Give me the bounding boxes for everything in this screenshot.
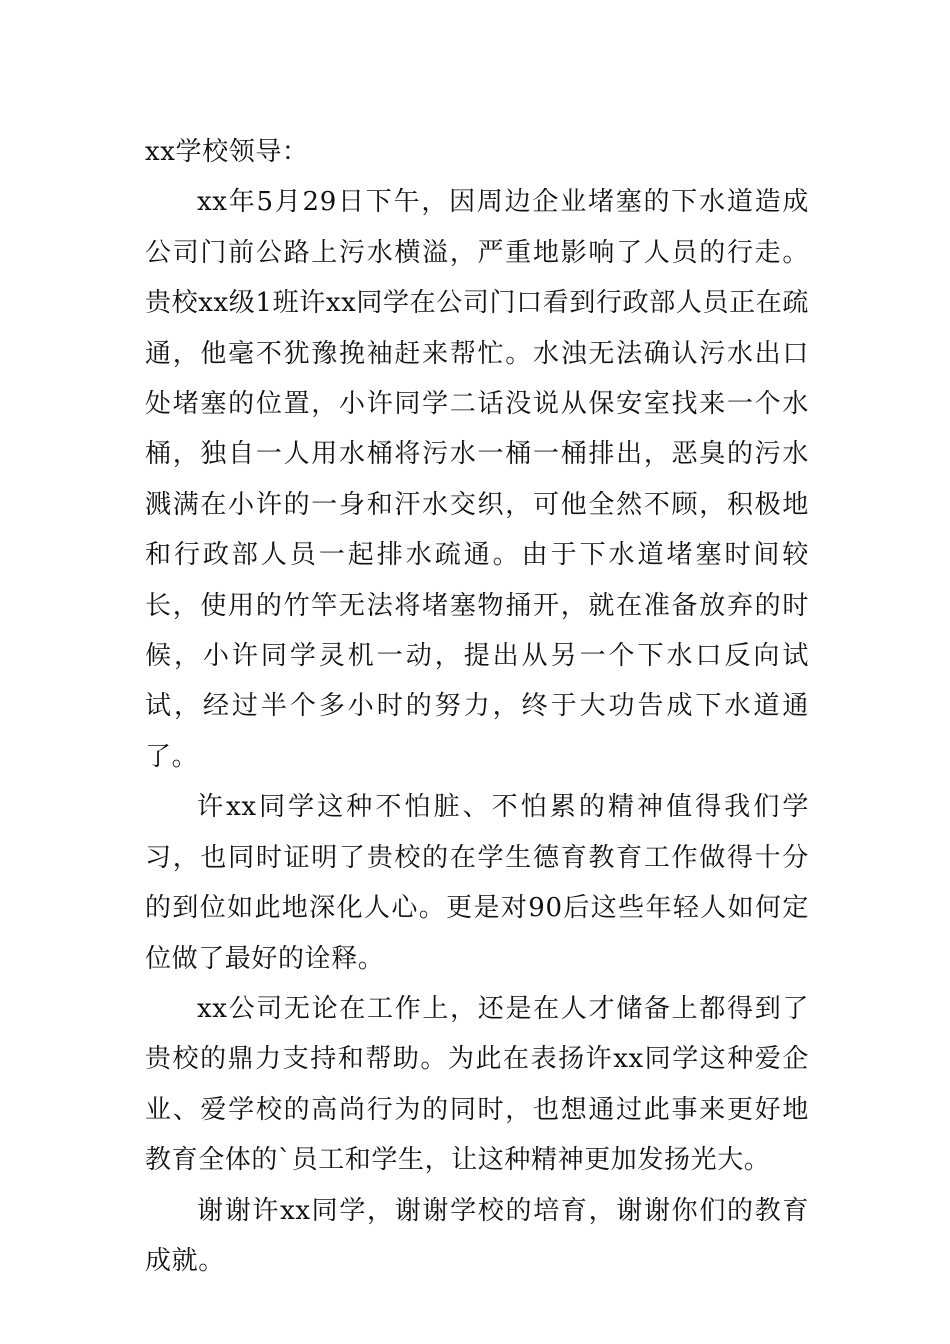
- paragraph-support: xx公司无论在工作上，还是在人才储备上都得到了贵校的鼎力支持和帮助。为此在表扬许xx同学这种爱企业、爱学校的高尚行为的同时，也想通过此事来更好地教育全体的`员工和学生，让这种精神更加发扬光大。: [145, 993, 809, 1176]
- paragraph-praise: 许xx同学这种不怕脏、不怕累的精神值得我们学习，也同时证明了贵校的在学生德育教育工作做得十分的到位如此地深化人心。更是对90后这些年轻人如何定位做了最好的诠释。: [145, 792, 809, 974]
- letter-body: [145, 127, 809, 1286]
- paragraph-thanks: 谢谢许xx同学，谢谢学校的培育，谢谢你们的教育成就。: [145, 1195, 809, 1276]
- salutation: xx学校领导：: [145, 137, 309, 167]
- paragraph-incident: xx年5月29日下午，因周边企业堵塞的下水道造成公司门前公路上污水横溢，严重地影响了人员的行走。贵校xx级1班许xx同学在公司门口看到行政部人员正在疏通，他毫不犹豫挽袖赶来帮忙。水浊无法确认污水出口处堵塞的位置，小许同学二话没说从保安室找来一个水桶，独自一人用水桶将污水一桶一桶排出，恶臭的污水溅满在小许的一身和汗水交织，可他全然不顾，积极地和行政部人员一起排水疏通。由于下水道堵塞时间较长，使用的竹竿无法将堵塞物捅开，就在准备放弃的时候，小许同学灵机一动，提出从另一个下水口反向试试，经过半个多小时的努力，终于大功告成下水道通了。: [145, 187, 809, 772]
